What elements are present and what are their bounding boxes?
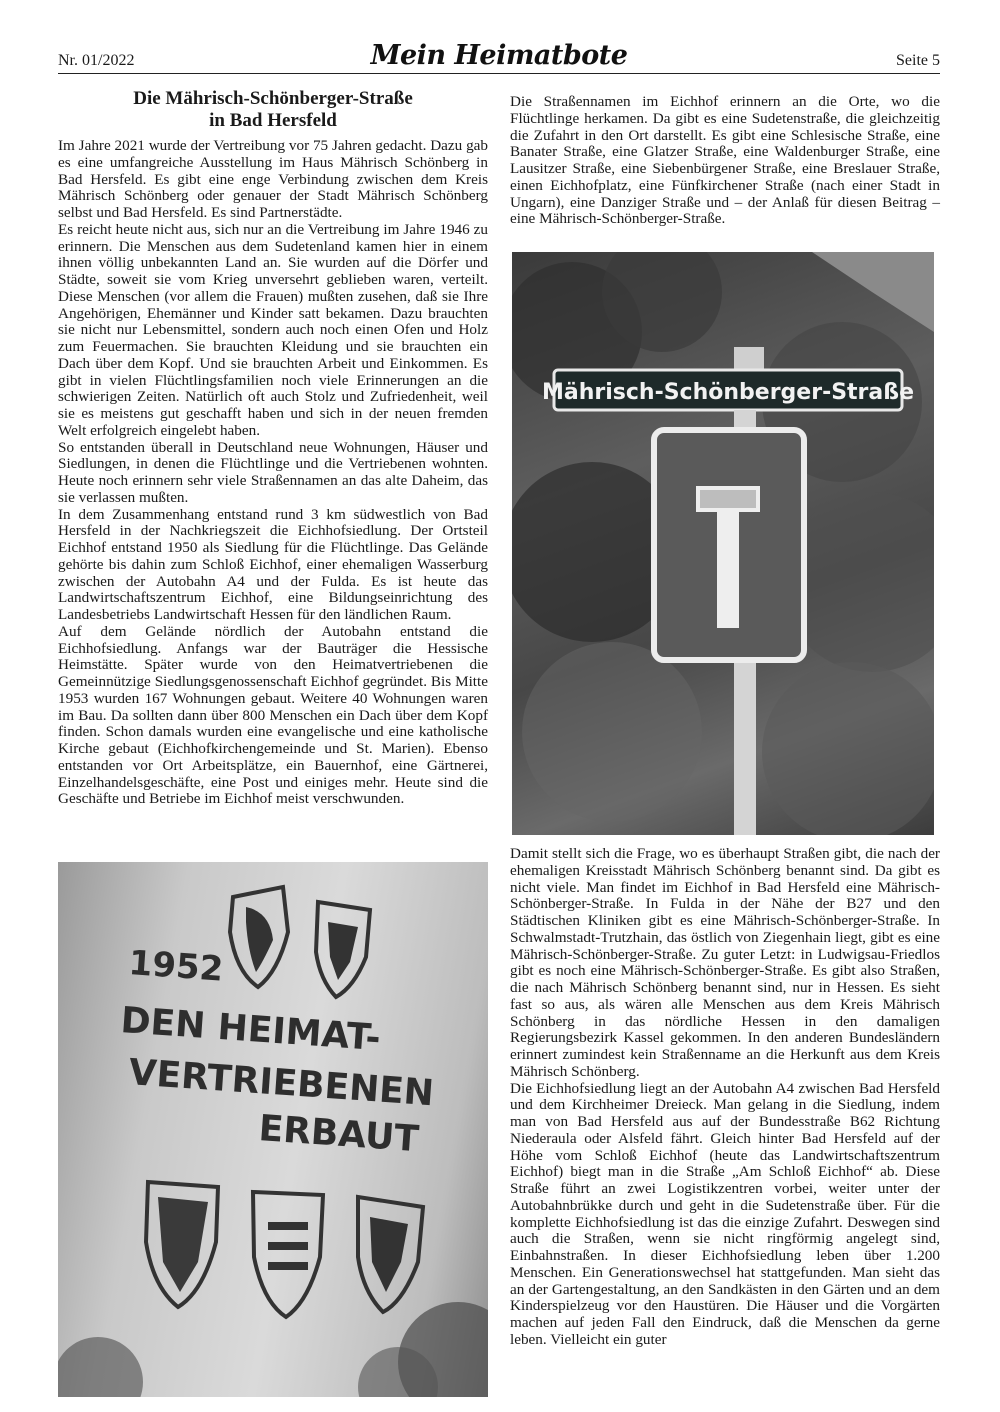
- page-header: [58, 40, 940, 76]
- paragraph: So entstanden überall in Deutschland neue Wohnungen, Häuser und Siedlungen, in denen die Flüchtlinge und die Vertriebenen wohnten. Heute noch erinnern sehr viele Straßennamen an das alte Daheim, das sie verlassen mußten.: [58, 438, 488, 506]
- paragraph: Es reicht heute nicht aus, sich nur an die Vertreibung im Jahre 1946 zu erinnern. Die Menschen aus dem Sudetenland kamen hier in einem ihnen völlig unbekannten Land an. Sie wurden auf die Dörfer und Städte, soweit sie vom Krieg unversehrt geblieben waren, verteilt. Diese Menschen (vor allem die Frauen) mußten zusehen, daß sie Ihre Angehörigen, Ehemänner und Kinder satt bekamen. Dazu brauchten sie nicht nur Lebensmittel, sondern auch noch einen Ofen und Holz zum Feuermachen. Sie brauchten Kleidung und sie brauchten ein Dach über dem Kopf. Und sie brauchten Arbeit und Einkommen. Es gibt in vielen Flüchtlingsfamilien noch viele Erinnerungen an die schwierigen Zeiten. Natürlich oft auch Stolz und Zufriedenheit, weil sie es meistens gut geschafft haben und sich in der neuen fremden Welt erfolgreich eingelebt haben.: [58, 220, 488, 439]
- plaque-line-1: DEN HEIMAT-: [119, 1000, 382, 1060]
- paragraph: Auf dem Gelände nördlich der Autobahn entstand die Eichhofsiedlung. Anfangs war der Bauträger die Hessische Heimstätte. Später wurde von den Heimatvertriebenen die Gemeinnützige Siedlungsgenossenschaft Eichhof gegründet. Bis Mitte 1953 wurden 167 Wohnungen gebaut. Weitere 40 Wohnungen waren im Bau. Da sollten dann über 800 Menschen ein Dach über dem Kopf finden. Schon damals wurden eine evangelische und eine katholische Kirche gebaut (Eichhofkirchengemeinde und St. Marien). Ebenso entstanden vor Ort Arbeitsplätze, ein Bauernhof, eine Gärtnerei, Einzelhandelsgeschäfte, eine Post und einiges mehr. Heute sind die Geschäfte und Betriebe im Eichhof meist verschwunden.: [58, 622, 488, 808]
- plaque-line-2: VERTRIEBENEN: [127, 1052, 436, 1115]
- left-column: [58, 88, 488, 808]
- memorial-plaque-photo: [58, 862, 488, 1397]
- memorial-plaque-illustration: [58, 862, 488, 1397]
- paragraph: In dem Zusammenhang entstand rund 3 km südwestlich von Bad Hersfeld in der Nachkriegszeit die Eichhofsiedlung. Der Ortsteil Eichhof entstand 1950 als Siedlung für die Flüchtlinge. Das Gelände gehörte bis dahin zum Schloß Eichhof, einer ehemaligen Wasserburg zwischen der Autobahn A4 und der Fulda. Es ist heute das Landwirtschaftszentrum Eichhof, eine Bildungseinrichtung des Landesbetriebs Landwirtschaft Hessen für den ländlichen Raum.: [58, 505, 488, 623]
- paragraph: Damit stellt sich die Frage, wo es überhaupt Straßen gibt, die nach der ehemaligen Kreisstadt Mährisch Schönberg benannt sind. Da gibt es nicht viele. Man findet im Eichhof in Bad Hersfeld eine Mährisch-Schönberger-Straße. In Fulda in der Nähe der B27 und den Städtischen Kliniken gibt es eine Mährisch-Schönberger-Straße. In Schwalmstadt-Trutzhain, das östlich von Ziegenhain liegt, gibt es eine Mährisch-Schönberger-Straße. Zu guter Letzt: in Ludwigsau-Friedlos gibt es noch eine Mährisch-Schönberger-Straße. Es gibt also Straßen, die nach Mährisch Schönberg benannt sind, nur in Hessen. Es sieht fast so aus, als wären alle Menschen aus dem Kreis Mährisch Schönberg in das nördliche Hessen in den damaligen Regierungsbezirk Kassel gekommen. In den anderen Bundesländern erinnert zumindest kein Straßenname an die Herkunft aus dem Kreis Mährisch Schönberg.: [510, 845, 940, 1080]
- paragraph: Im Jahre 2021 wurde der Vertreibung vor 75 Jahren gedacht. Dazu gab es eine umfangreiche Ausstellung im Haus Mährisch Schönberg in Bad Hersfeld. Es gibt eine enge Verbindung zwischen dem Kreis Mährisch Schönberg oder genauer der Stadt Mährisch Schönberg selbst und Bad Hersfeld. Es sind Partnerstädte.: [58, 137, 488, 221]
- street-sign-text: Mährisch-Schönberger-Straße: [541, 380, 915, 405]
- article-title: [58, 88, 488, 132]
- paragraph: Die Straßennamen im Eichhof erinnern an die Orte, wo die Flüchtlinge herkamen. Da gibt es eine Sudetenstraße, die gleichzeitig die Zufahrt in den Ort darstellt. Es gibt eine Schlesische Straße, eine Banater Straße, eine Glatzer Straße, eine Waldenburger Straße, eine Lausitzer Straße, eine Siebenbürgener Straße, eine Breslauer Straße, einen Eichhofplatz, eine Fünfkirchener Straße (nach einer Stadt in Ungarn), eine Danziger Straße und – der Anlaß für diesen Beitrag – eine Mährisch-Schönberger-Straße.: [510, 93, 940, 228]
- paragraph: Die Eichhofsiedlung liegt an der Autobahn A4 zwischen Bad Hersfeld und dem Kirchheimer Dreieck. Man gelang in die Siedlung, indem man von Bad Hersfeld aus auf der Bundesstraße B62 Richtung Niederaula oder Alsfeld fährt. Gleich hinter Bad Hersfeld auf der Höhe vom Schloß Eichhof (heute das Landwirtschaftszentrum Eichhof) biegt man in die Straße „Am Schloß Eichhof“ ab. Diese Straße führt an zwei Logistikzentren vorbei, weiter unter der Autobahnbrükke durch und geht in die Sudetenstraße über. Für die komplette Eichhofsiedlung ist das die einzige Zufahrt. Deswegen sind auch die Straßen, wenn sie nicht ringförmig angelegt sind, Einbahnstraßen. In dieser Eichhofsiedlung leben über 1.200 Menschen. Ein Generationswechsel hat stattgefunden. Man sieht das an der Gartengestaltung, an den Sandkästen in den Gärten und an dem Kinderspielzeug vor den Haustüren. Die Häuser und die Vorgärten machen auf jeden Fall den Eindruck, daß die Menschen da gerne leben. Vielleicht ein guter: [510, 1079, 940, 1348]
- issue-number: Nr. 01/2022: [58, 52, 135, 69]
- plaque-year: 1952: [127, 943, 225, 990]
- page-number: Seite 5: [896, 52, 940, 69]
- article-title-line2: in Bad Hersfeld: [209, 110, 337, 131]
- right-column-top: [510, 94, 940, 228]
- masthead-logo: Mein Heimatbote: [370, 40, 628, 71]
- street-sign-photo: [512, 252, 934, 835]
- right-column-bottom: [510, 846, 940, 1349]
- header-rule: [58, 73, 940, 74]
- plaque-line-3: ERBAUT: [257, 1108, 421, 1161]
- crest-shield: [253, 1192, 323, 1317]
- street-sign-illustration: [512, 252, 934, 835]
- article-title-line1: Die Mährisch-Schönberger-Straße: [133, 88, 413, 109]
